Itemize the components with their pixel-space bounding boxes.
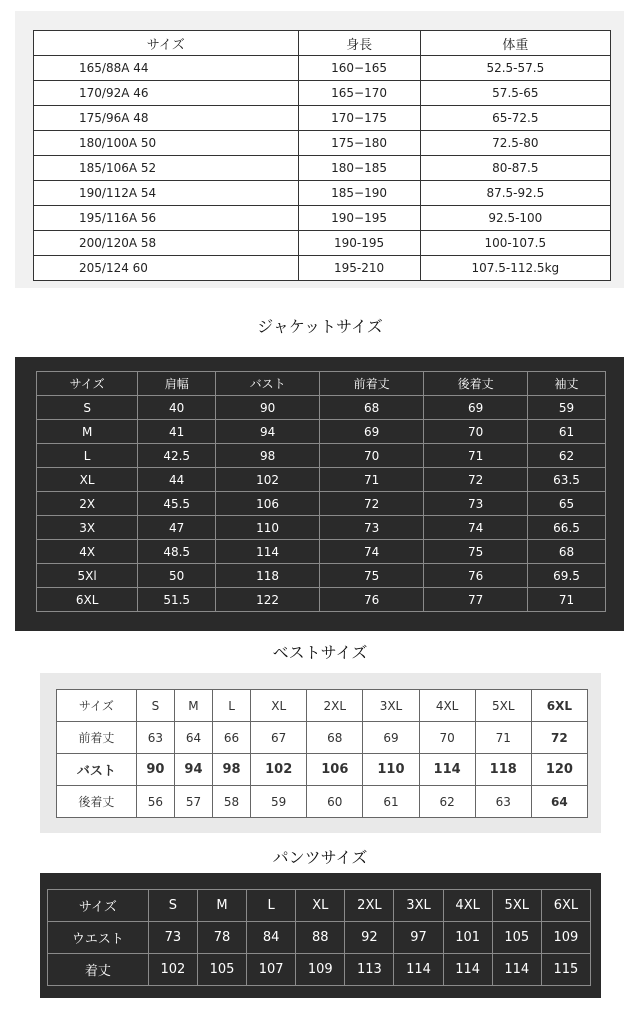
table-cell: 78	[197, 922, 246, 954]
table-cell: 6XL	[531, 690, 587, 722]
table-cell: 75	[424, 540, 528, 564]
table-cell: 74	[320, 540, 424, 564]
table-cell: 71	[424, 444, 528, 468]
table-cell: 63	[475, 786, 531, 818]
pants-size-title: パンツサイズ	[272, 848, 368, 867]
table-cell: 67	[251, 722, 307, 754]
table-cell: S	[148, 890, 197, 922]
table-cell: 50	[138, 564, 216, 588]
table-row	[34, 231, 611, 256]
table-cell: 98	[216, 444, 320, 468]
table-cell: 165−170	[298, 81, 420, 106]
table-cell: 75	[320, 564, 424, 588]
table-row	[48, 922, 591, 954]
table-header-row	[57, 690, 588, 722]
table-cell: サイズ	[57, 690, 137, 722]
table-cell: 195-210	[298, 256, 420, 281]
table-cell: 80-87.5	[420, 156, 610, 181]
table-cell: 5Xl	[37, 564, 138, 588]
table-cell: 62	[419, 786, 475, 818]
table-cell: 190-195	[298, 231, 420, 256]
table-cell: L	[247, 890, 296, 922]
table-cell: M	[174, 690, 212, 722]
table-cell: 170−175	[298, 106, 420, 131]
table-row	[34, 156, 611, 181]
table-cell: 74	[424, 516, 528, 540]
table-cell: 44	[138, 468, 216, 492]
column-header: 体重	[420, 31, 610, 56]
table-cell: 6XL	[541, 890, 590, 922]
body-size-chart	[15, 11, 624, 288]
table-cell: 200/120A 58	[34, 231, 299, 256]
table-cell: 72	[424, 468, 528, 492]
table-cell: 114	[394, 954, 443, 986]
table-cell: 170/92A 46	[34, 81, 299, 106]
table-cell: 90	[216, 396, 320, 420]
table-cell: 66	[213, 722, 251, 754]
table-cell: 102	[148, 954, 197, 986]
table-cell: 69	[363, 722, 419, 754]
body-size-table	[33, 30, 611, 281]
vest-size-title: ベストサイズ	[272, 643, 368, 662]
column-header: 袖丈	[528, 372, 606, 396]
table-cell: 73	[320, 516, 424, 540]
pants-size-table	[47, 889, 591, 986]
table-cell: XL	[296, 890, 345, 922]
table-cell: 185/106A 52	[34, 156, 299, 181]
table-row	[37, 588, 606, 612]
table-cell: 71	[320, 468, 424, 492]
table-cell: 45.5	[138, 492, 216, 516]
table-cell: 59	[528, 396, 606, 420]
table-cell: 65-72.5	[420, 106, 610, 131]
table-cell: 175−180	[298, 131, 420, 156]
table-cell: 65	[528, 492, 606, 516]
table-row	[57, 786, 588, 818]
table-row	[37, 444, 606, 468]
table-cell: S	[136, 690, 174, 722]
table-cell: 88	[296, 922, 345, 954]
table-cell: 120	[531, 754, 587, 786]
table-cell: 5XL	[492, 890, 541, 922]
table-cell: S	[37, 396, 138, 420]
table-cell: 92	[345, 922, 394, 954]
table-cell: 68	[307, 722, 363, 754]
table-cell: 205/124 60	[34, 256, 299, 281]
table-cell: 107.5-112.5kg	[420, 256, 610, 281]
table-cell: 4XL	[419, 690, 475, 722]
table-cell: 63.5	[528, 468, 606, 492]
table-cell: XL	[251, 690, 307, 722]
table-cell: 87.5-92.5	[420, 181, 610, 206]
column-header: 身長	[298, 31, 420, 56]
table-cell: 64	[174, 722, 212, 754]
table-cell: 61	[363, 786, 419, 818]
table-row	[34, 56, 611, 81]
table-cell: 69	[320, 420, 424, 444]
table-cell: 69.5	[528, 564, 606, 588]
table-cell: 2X	[37, 492, 138, 516]
table-cell: 6XL	[37, 588, 138, 612]
table-cell: 70	[424, 420, 528, 444]
table-cell: 118	[216, 564, 320, 588]
table-row	[37, 540, 606, 564]
table-cell: 109	[541, 922, 590, 954]
table-cell: 73	[424, 492, 528, 516]
table-cell: 92.5-100	[420, 206, 610, 231]
table-cell: 114	[492, 954, 541, 986]
table-cell: 77	[424, 588, 528, 612]
column-header: サイズ	[37, 372, 138, 396]
table-row	[34, 181, 611, 206]
column-header: 後着丈	[424, 372, 528, 396]
table-cell: 175/96A 48	[34, 106, 299, 131]
table-cell: 57.5-65	[420, 81, 610, 106]
table-cell: 63	[136, 722, 174, 754]
table-cell: 113	[345, 954, 394, 986]
table-cell: 160−165	[298, 56, 420, 81]
table-row	[37, 468, 606, 492]
table-cell: 4XL	[443, 890, 492, 922]
table-cell: 51.5	[138, 588, 216, 612]
table-cell: 76	[424, 564, 528, 588]
table-cell: 42.5	[138, 444, 216, 468]
table-cell: 73	[148, 922, 197, 954]
jacket-size-chart	[15, 357, 624, 631]
table-cell: 57	[174, 786, 212, 818]
table-cell: 195/116A 56	[34, 206, 299, 231]
table-row	[57, 722, 588, 754]
table-cell: 110	[363, 754, 419, 786]
table-cell: 76	[320, 588, 424, 612]
table-cell: 97	[394, 922, 443, 954]
table-cell: 70	[419, 722, 475, 754]
jacket-size-title: ジャケットサイズ	[257, 317, 383, 336]
table-cell: 2XL	[307, 690, 363, 722]
table-cell: 52.5-57.5	[420, 56, 610, 81]
table-row	[37, 516, 606, 540]
table-cell: 94	[216, 420, 320, 444]
table-row	[34, 206, 611, 231]
table-cell: 105	[197, 954, 246, 986]
table-cell: 105	[492, 922, 541, 954]
table-cell: 69	[424, 396, 528, 420]
table-cell: 109	[296, 954, 345, 986]
table-cell: 48.5	[138, 540, 216, 564]
jacket-size-table	[36, 371, 606, 612]
table-row	[37, 492, 606, 516]
column-header: バスト	[216, 372, 320, 396]
table-row	[37, 396, 606, 420]
table-cell: 59	[251, 786, 307, 818]
table-cell: 110	[216, 516, 320, 540]
table-cell: 102	[251, 754, 307, 786]
table-row	[34, 131, 611, 156]
table-cell: 165/88A 44	[34, 56, 299, 81]
table-cell: 5XL	[475, 690, 531, 722]
table-cell: サイズ	[48, 890, 149, 922]
table-cell: 2XL	[345, 890, 394, 922]
table-cell: 3X	[37, 516, 138, 540]
table-cell: 100-107.5	[420, 231, 610, 256]
table-cell: 106	[216, 492, 320, 516]
table-row	[37, 564, 606, 588]
table-cell: 98	[213, 754, 251, 786]
table-cell: L	[37, 444, 138, 468]
table-cell: 102	[216, 468, 320, 492]
table-cell: 106	[307, 754, 363, 786]
table-cell: 62	[528, 444, 606, 468]
table-cell: 122	[216, 588, 320, 612]
pants-size-chart	[40, 873, 601, 998]
table-cell: 115	[541, 954, 590, 986]
table-header-row	[48, 890, 591, 922]
table-cell: 68	[528, 540, 606, 564]
table-cell: 70	[320, 444, 424, 468]
table-cell: 190−195	[298, 206, 420, 231]
table-cell: ウエスト	[48, 922, 149, 954]
table-cell: 61	[528, 420, 606, 444]
table-header-row	[34, 31, 611, 56]
table-row	[34, 106, 611, 131]
table-cell: 68	[320, 396, 424, 420]
table-cell: 3XL	[363, 690, 419, 722]
table-cell: 185−190	[298, 181, 420, 206]
table-cell: バスト	[57, 754, 137, 786]
table-cell: 84	[247, 922, 296, 954]
table-cell: 114	[216, 540, 320, 564]
table-cell: 190/112A 54	[34, 181, 299, 206]
column-header: 前着丈	[320, 372, 424, 396]
table-cell: 90	[136, 754, 174, 786]
table-cell: 72	[320, 492, 424, 516]
table-cell: L	[213, 690, 251, 722]
table-cell: 64	[531, 786, 587, 818]
table-cell: 72	[531, 722, 587, 754]
table-cell: 着丈	[48, 954, 149, 986]
table-cell: 107	[247, 954, 296, 986]
table-cell: 114	[419, 754, 475, 786]
vest-size-chart	[40, 673, 601, 833]
vest-size-table	[56, 689, 588, 818]
table-row	[37, 420, 606, 444]
column-header: サイズ	[34, 31, 299, 56]
table-cell: 66.5	[528, 516, 606, 540]
table-row	[34, 81, 611, 106]
table-cell: 58	[213, 786, 251, 818]
table-row	[48, 954, 591, 986]
table-row	[34, 256, 611, 281]
table-cell: 118	[475, 754, 531, 786]
table-cell: 56	[136, 786, 174, 818]
table-cell: 180−185	[298, 156, 420, 181]
table-cell: 47	[138, 516, 216, 540]
table-cell: 114	[443, 954, 492, 986]
table-cell: XL	[37, 468, 138, 492]
table-cell: 60	[307, 786, 363, 818]
table-cell: 3XL	[394, 890, 443, 922]
table-row	[57, 754, 588, 786]
table-cell: 94	[174, 754, 212, 786]
table-cell: 4X	[37, 540, 138, 564]
table-cell: 後着丈	[57, 786, 137, 818]
table-cell: 前着丈	[57, 722, 137, 754]
table-cell: 40	[138, 396, 216, 420]
table-cell: 71	[528, 588, 606, 612]
table-cell: M	[37, 420, 138, 444]
table-cell: 41	[138, 420, 216, 444]
table-cell: 180/100A 50	[34, 131, 299, 156]
table-cell: M	[197, 890, 246, 922]
table-cell: 71	[475, 722, 531, 754]
table-cell: 72.5-80	[420, 131, 610, 156]
table-header-row	[37, 372, 606, 396]
table-cell: 101	[443, 922, 492, 954]
column-header: 肩幅	[138, 372, 216, 396]
